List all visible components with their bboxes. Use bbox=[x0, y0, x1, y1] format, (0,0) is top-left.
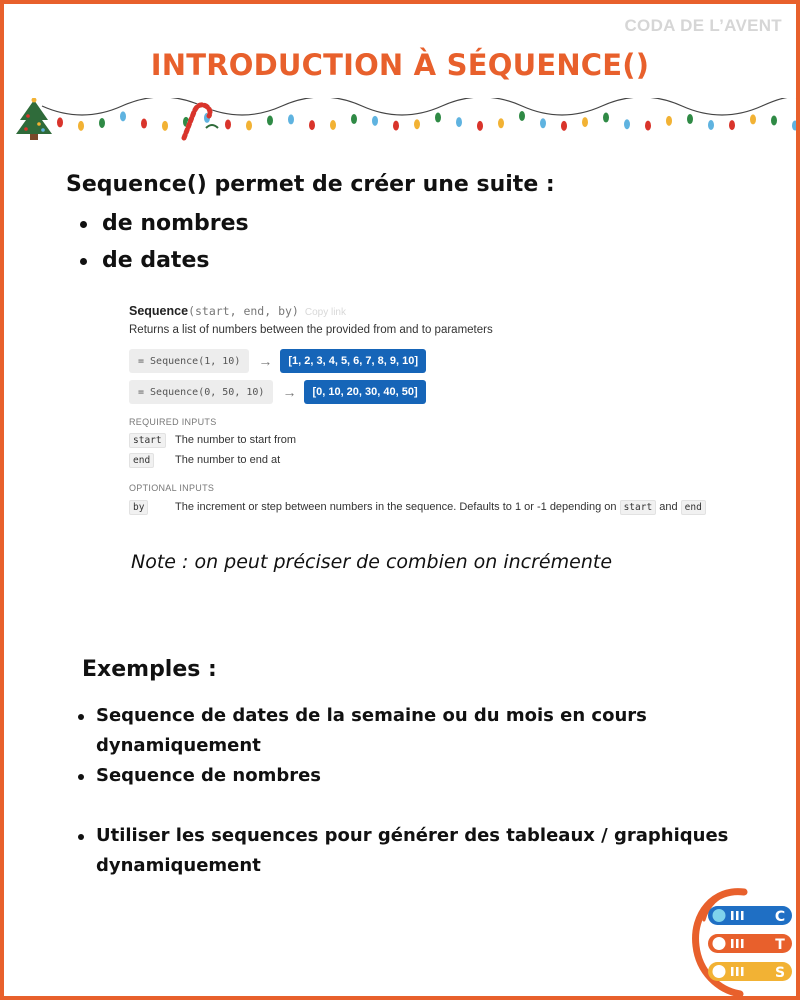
brand-tag: CODA DE L’AVENT bbox=[624, 16, 782, 35]
example-row bbox=[129, 348, 426, 374]
logo-letter: C bbox=[774, 909, 786, 925]
intro-line: Sequence() permet de créer une suite : bbox=[66, 172, 555, 197]
example-code: = Sequence(1, 10) bbox=[129, 349, 249, 373]
garland-bulb bbox=[330, 120, 336, 130]
christmas-garland-icon bbox=[12, 98, 796, 144]
formula-doc-card bbox=[129, 302, 702, 522]
garland-bulb bbox=[78, 121, 84, 131]
page-title: INTRODUCTION À SÉQUENCE() bbox=[150, 48, 650, 82]
param-desc: The number to end at bbox=[175, 454, 281, 466]
list-item: Sequence de dates de la semaine ou du mois en cours dynamiquement bbox=[76, 701, 756, 761]
param-desc: The number to start from bbox=[175, 434, 297, 446]
optional-inputs-label: OPTIONAL INPUTS bbox=[129, 483, 215, 493]
inline-code: start bbox=[620, 500, 657, 515]
example-row bbox=[129, 379, 426, 405]
example-code: = Sequence(0, 50, 10) bbox=[129, 380, 273, 404]
garland-bulb bbox=[771, 115, 777, 125]
example-result: [0, 10, 20, 30, 40, 50] bbox=[304, 380, 425, 404]
garland-bulb bbox=[687, 114, 693, 124]
function-params: (start, end, by) bbox=[188, 304, 299, 318]
garland-bulb bbox=[603, 113, 609, 123]
garland-bulb bbox=[792, 121, 796, 131]
garland-bulb bbox=[540, 118, 546, 128]
garland-bulb bbox=[267, 115, 273, 125]
list-item: Sequence de nombres bbox=[76, 761, 756, 791]
garland-bulb bbox=[456, 117, 462, 127]
function-signature bbox=[129, 304, 346, 318]
garland-bulb bbox=[561, 121, 567, 131]
garland-bulb bbox=[162, 121, 168, 131]
garland-bulb bbox=[57, 117, 63, 127]
garland-bulb bbox=[624, 119, 630, 129]
param-name: start bbox=[129, 433, 166, 448]
arrow-right-icon: → bbox=[282, 384, 297, 400]
note-text: Note : on peut préciser de combien on incrémente bbox=[131, 551, 613, 573]
arrow-right-icon: → bbox=[258, 353, 273, 369]
garland-bulb bbox=[750, 114, 756, 124]
garland-bulb bbox=[246, 121, 252, 131]
garland-bulb bbox=[141, 119, 147, 129]
logo-letter: T bbox=[775, 937, 785, 953]
example-result: [1, 2, 3, 4, 5, 6, 7, 8, 9, 10] bbox=[280, 349, 426, 373]
garland-bulb bbox=[372, 116, 378, 126]
garland-bulb bbox=[351, 114, 357, 124]
cts-logo bbox=[688, 886, 798, 998]
garland-bulb bbox=[498, 118, 504, 128]
required-inputs-label: REQUIRED INPUTS bbox=[129, 417, 217, 427]
garland-bulb bbox=[225, 119, 231, 129]
intro-item-numbers: de nombres bbox=[78, 205, 249, 242]
intro-list bbox=[78, 205, 249, 279]
garland-bulb bbox=[477, 121, 483, 131]
param-desc-text: The increment or step between numbers in the sequence. Defaults to 1 or -1 depending on bbox=[175, 500, 617, 513]
logo-row bbox=[708, 934, 792, 953]
garland-bulb bbox=[729, 120, 735, 130]
logo-row bbox=[708, 962, 792, 981]
function-name: Sequence bbox=[129, 304, 189, 318]
logo-row bbox=[708, 906, 792, 925]
garland-bulb bbox=[666, 116, 672, 126]
garland-bulb bbox=[414, 119, 420, 129]
garland-bulb bbox=[99, 118, 105, 128]
param-name: by bbox=[129, 500, 148, 515]
examples-heading: Exemples : bbox=[82, 657, 217, 682]
param-desc bbox=[175, 500, 706, 515]
garland-bulb bbox=[645, 121, 651, 131]
christmas-tree-icon bbox=[16, 98, 52, 140]
inline-code: end bbox=[681, 500, 706, 515]
examples-list bbox=[76, 701, 756, 881]
param-row bbox=[129, 452, 281, 468]
garland-bulb bbox=[435, 113, 441, 123]
garland-bulb bbox=[288, 114, 294, 124]
garland-bulb bbox=[120, 111, 126, 121]
and-word: and bbox=[659, 500, 678, 513]
garland-bulb bbox=[708, 120, 714, 130]
copy-link[interactable]: Copy link bbox=[304, 307, 346, 318]
param-row bbox=[129, 499, 702, 515]
param-name: end bbox=[129, 453, 154, 468]
garland-bulb bbox=[309, 120, 315, 130]
logo-letter: S bbox=[774, 965, 786, 981]
list-item: Utiliser les sequences pour générer des tableaux / graphiques dynamiquement bbox=[76, 821, 756, 881]
garland-bulb bbox=[393, 121, 399, 131]
function-description: Returns a list of numbers between the provided from and to parameters bbox=[129, 324, 493, 336]
intro-item-dates: de dates bbox=[78, 242, 249, 279]
garland-bulb bbox=[582, 117, 588, 127]
garland-bulb bbox=[519, 111, 525, 121]
param-row bbox=[129, 432, 297, 448]
